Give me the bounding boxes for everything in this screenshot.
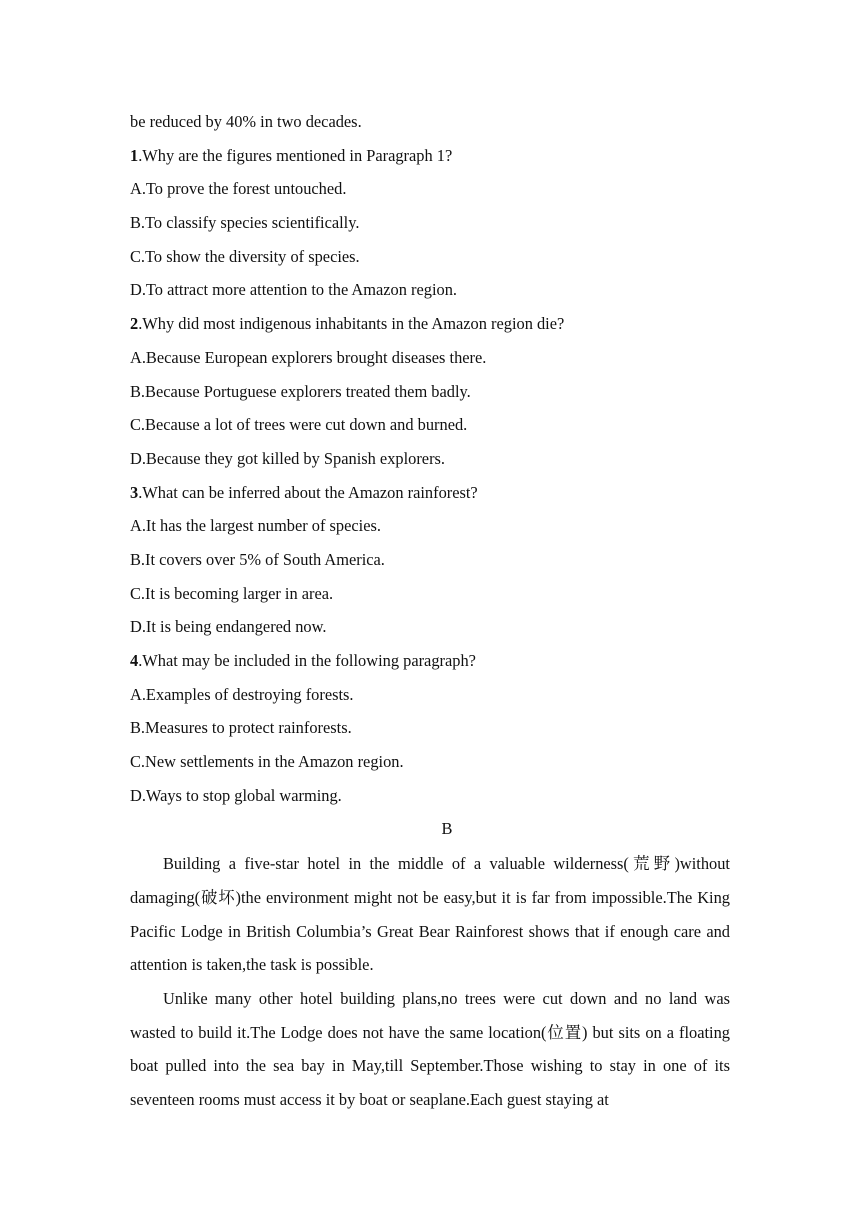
- question-2-option-d: D.Because they got killed by Spanish explorers.: [130, 448, 445, 468]
- lead-line: be reduced by 40% in two decades.: [130, 112, 362, 131]
- question-text: .What can be inferred about the Amazon rainforest?: [138, 482, 478, 502]
- question-1-option-a: A.To prove the forest untouched.: [130, 179, 347, 199]
- page-content: [130, 111, 730, 1117]
- question-3-stem: [130, 482, 730, 516]
- question-number: 3: [130, 482, 139, 502]
- question-text: .Why did most indigenous inhabitants in the Amazon region die?: [138, 314, 565, 334]
- question-number: 2: [130, 314, 139, 334]
- question-3-option-b: B.It covers over 5% of South America.: [130, 549, 385, 569]
- question-number: 4: [130, 651, 139, 670]
- question-2-option-c: C.Because a lot of trees were cut down and burned.: [130, 415, 468, 435]
- question-4-stem: [130, 650, 730, 684]
- question-2-stem: [130, 313, 730, 347]
- section-b-paragraph-2: Unlike many other hotel building plans,no trees were cut down and no land was wasted to build it.The Lodge does not have the same location(位置) but sits on a floating boat pulled into the sea bay in May,till September.Those wishing to stay in one of its seventeen rooms must access it by boat or seaplane.Each guest staying at: [130, 988, 730, 1110]
- question-3-option-a: A.It has the largest number of species.: [130, 516, 381, 536]
- question-text: .What may be included in the following paragraph?: [138, 651, 476, 670]
- question-1-option-d: D.To attract more attention to the Amazon region.: [130, 280, 458, 300]
- question-4-option-a: A.Examples of destroying forests.: [130, 684, 354, 704]
- question-text: .Why are the figures mentioned in Paragraph 1?: [138, 145, 453, 165]
- question-number: 1: [130, 145, 139, 165]
- question-4-option-c: C.New settlements in the Amazon region.: [130, 752, 404, 772]
- question-4-option-d: D.Ways to stop global warming.: [130, 785, 342, 805]
- question-2-option-b: B.Because Portuguese explorers treated them badly.: [130, 381, 471, 401]
- question-1-stem: [130, 145, 730, 179]
- question-1-option-c: C.To show the diversity of species.: [130, 246, 360, 266]
- question-2-option-a: A.Because European explorers brought diseases there.: [130, 347, 487, 367]
- section-b-heading: B: [441, 819, 453, 839]
- question-3-option-d: D.It is being endangered now.: [130, 617, 327, 637]
- question-4-option-b: B.Measures to protect rainforests.: [130, 718, 352, 738]
- question-3-option-c: C.It is becoming larger in area.: [130, 583, 334, 603]
- question-1-option-b: B.To classify species scientifically.: [130, 213, 360, 233]
- section-b-paragraph-1: Building a five-star hotel in the middle of a valuable wilderness(荒野)without damaging(破坏)the environment might not be easy,but it is far from impossible.The King Pacific Lodge in British Columbia’s Great Bear Rainforest shows that if enough care and attention is taken,the task is possible.: [130, 854, 730, 975]
